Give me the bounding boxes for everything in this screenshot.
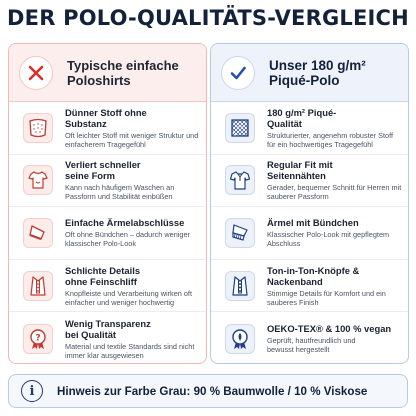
shrinking-shirt-icon bbox=[23, 165, 53, 195]
list-item bbox=[211, 260, 408, 313]
row-title: Wenig Transparenz bei Qualität bbox=[65, 317, 151, 340]
info-note bbox=[8, 374, 408, 408]
list-item bbox=[211, 102, 408, 155]
button-placket-icon bbox=[225, 271, 255, 301]
our-polo-header bbox=[211, 44, 408, 102]
plain-sleeve-icon bbox=[23, 218, 53, 248]
row-title: Regular Fit mit Seitennähten bbox=[267, 159, 333, 182]
our-polo-heading: Unser 180 g/m² Piqué-Polo bbox=[269, 57, 366, 88]
row-desc: Geprüft, hautfreundlich und bewusst hergestellt bbox=[267, 336, 356, 355]
list-item bbox=[9, 155, 206, 208]
row-desc: Oft ohne Bündchen – dadurch weniger klassischer Polo-Look bbox=[65, 230, 190, 249]
polo-shirt-icon bbox=[225, 165, 255, 195]
ribbed-cuff-icon bbox=[225, 218, 255, 248]
list-item bbox=[211, 207, 408, 260]
loose-placket-icon bbox=[23, 271, 53, 301]
info-note-text: Hinweis zur Farbe Grau: 90 % Baumwolle / 10 % Viskose bbox=[57, 384, 368, 398]
row-desc: Stimmige Details für Komfort und ein sauberes Finish bbox=[267, 288, 386, 307]
info-icon: i bbox=[21, 380, 43, 402]
list-item bbox=[211, 312, 408, 364]
row-title: Schlichte Details ohne Feinschliff bbox=[65, 264, 141, 287]
list-item bbox=[9, 260, 206, 313]
list-item bbox=[9, 312, 206, 364]
svg-text:?: ? bbox=[35, 333, 41, 344]
certified-badge-icon bbox=[225, 324, 255, 354]
checkmark-icon bbox=[221, 56, 255, 90]
row-desc: Material und textile Standards sind nicht immer klar ausgewiesen bbox=[65, 341, 195, 360]
row-title: 180 g/m² Piqué-Qualität bbox=[267, 106, 337, 129]
row-desc: Oft leichter Stoff mit weniger Struktur und einfacherem Tragegefühl bbox=[65, 130, 199, 149]
list-item bbox=[211, 155, 408, 208]
row-title: Dünner Stoff ohne Substanz bbox=[65, 106, 147, 129]
row-title: Einfache Ärmelabschlüsse bbox=[65, 217, 185, 229]
row-desc: Strukturierter, angenehm robuster Stoff für ein hochwertiges Tragegefühl bbox=[267, 130, 394, 149]
page-title: DER POLO-QUALITÄTS-VERGLEICH bbox=[7, 6, 409, 30]
basic-polo-header bbox=[9, 44, 206, 102]
x-mark-icon bbox=[19, 56, 53, 90]
our-polo-column bbox=[210, 43, 409, 364]
thin-fabric-icon bbox=[23, 113, 53, 143]
row-desc: Knopfleiste und Verarbeitung wirken oft einfacher und weniger hochwertig bbox=[65, 288, 192, 307]
row-title: Verliert schneller seine Form bbox=[65, 159, 141, 182]
basic-polo-heading: Typische einfache Poloshirts bbox=[67, 57, 179, 88]
pique-fabric-icon bbox=[225, 113, 255, 143]
row-desc: Klassischer Polo-Look mit gepflegtem Abschluss bbox=[267, 230, 390, 249]
row-desc: Gerader, bequemer Schnitt für Herren mit sauberer Passform bbox=[267, 183, 402, 202]
quality-question-icon bbox=[23, 324, 53, 354]
row-desc: Kann nach häufigem Waschen an Passform und Stabilität einbüßen bbox=[65, 183, 175, 202]
basic-polo-column bbox=[8, 43, 207, 364]
row-title: Ton-in-Ton-Knöpfe & Nackenband bbox=[267, 264, 360, 287]
list-item bbox=[9, 102, 206, 155]
row-title: OEKO-TEX® & 100 % vegan bbox=[267, 323, 392, 335]
row-title: Ärmel mit Bündchen bbox=[267, 217, 359, 229]
list-item bbox=[9, 207, 206, 260]
